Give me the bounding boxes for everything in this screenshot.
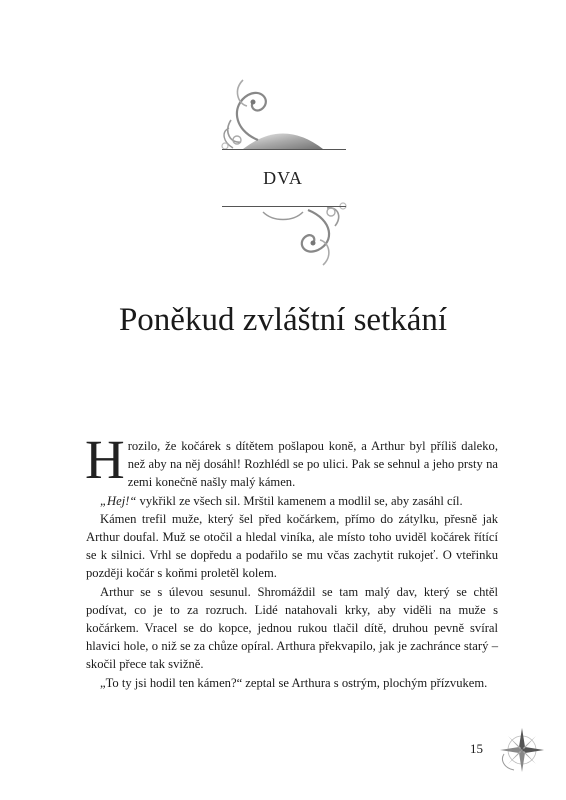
paragraph bbox=[86, 510, 498, 583]
paragraph bbox=[86, 674, 498, 692]
chapter-number: DVA bbox=[263, 168, 303, 188]
paragraph-text: rozilo, že kočárek s dítětem pošlapou koně, a Arthur byl příliš daleko, než aby na něj dosáhl! Rozhlédl se po ulici. Pak se sehnul a jeho prsty na zemi konečně našly malý kámen. bbox=[127, 439, 498, 490]
paragraph bbox=[86, 583, 498, 674]
paragraph-text: Arthur se s úlevou sesunul. Shromáždil se tam malý dav, který se chtěl podívat, co je to za rozruch. Lidé natahovali krky, aby viděli na muže s kočárkem. Vracel se do kopce, jednou rukou tlačil dítě, druhou pevně svíral hlavici hole, o niž se za chůze opíral. Arthura překvapilo, jak je zachránce starý – skočil přece tak svižně. bbox=[86, 584, 498, 672]
exclamation-italic: „Hej!“ bbox=[100, 493, 137, 508]
page-number: 15 bbox=[470, 741, 483, 756]
paragraph-text: vykřikl ze všech sil. Mrštil kamenem a modlil se, aby zasáhl cíl. bbox=[139, 493, 463, 508]
compass-rose-icon bbox=[496, 724, 548, 776]
chapter-rule-bottom bbox=[222, 206, 346, 207]
paragraph bbox=[86, 492, 498, 510]
chapter-rule-top bbox=[222, 149, 346, 150]
chapter-title: Poněkud zvláštní setkání bbox=[118, 302, 448, 338]
chapter-body bbox=[85, 429, 498, 692]
paragraph-text: „To ty jsi hodil ten kámen?“ zeptal se Arthura s ostrým, plochým přízvukem. bbox=[100, 675, 488, 690]
paragraph bbox=[85, 429, 498, 492]
paragraph-text: Kámen trefil muže, který šel před kočárkem, přímo do zátylku, přesně jak Arthur doufal. Muž se otočil a hledal viníka, ale místo toho uviděl kočárek řítící se k silnici. Vrhl se dopředu a podařilo se mu včas zachytit rukojeť. O vteřinku později kočár s koňmi proletěl kolem. bbox=[86, 511, 498, 581]
drop-cap: H bbox=[85, 429, 125, 490]
